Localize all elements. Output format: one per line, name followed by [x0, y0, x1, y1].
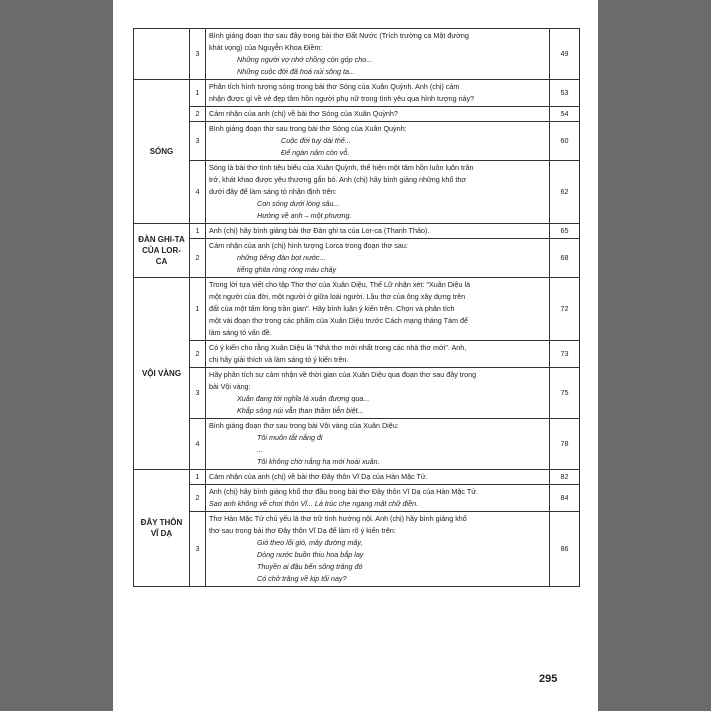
page-reference: 53	[550, 80, 580, 107]
prompt-line: Có ý kiến cho rằng Xuân Diệu là "Nhà thơ mới nhất trong các nhà thơ mới". Anh,	[209, 343, 467, 352]
prompt-line: khát vọng) của Nguyễn Khoa Điềm:	[209, 43, 323, 52]
quote-line: ...	[257, 445, 263, 454]
question-number: 3	[190, 512, 206, 587]
quote-line: Tôi muốn tắt nắng đi	[257, 433, 323, 442]
section-title: ĐÀN GHI-TA CỦA LOR-CA	[134, 224, 190, 278]
table-row	[134, 419, 580, 470]
quote-line: Những người vợ nhớ chồng còn góp cho...	[237, 55, 373, 64]
page-reference: 84	[550, 485, 580, 512]
quote-line: Có chở trăng về kịp tối nay?	[257, 574, 347, 583]
quote-line: Xuân đang tới nghĩa là xuân đương qua...	[237, 394, 370, 403]
section-title: SÓNG	[134, 80, 190, 224]
question-text	[206, 239, 550, 278]
question-number: 3	[190, 29, 206, 80]
left-background	[0, 0, 113, 711]
question-number: 1	[190, 278, 206, 341]
table-row	[134, 485, 580, 512]
quote-line: Gió theo lối gió, mây đường mây,	[257, 538, 363, 547]
page-reference: 49	[550, 29, 580, 80]
page-reference: 82	[550, 470, 580, 485]
quote-line: Thuyền ai đậu bến sông trăng đó	[257, 562, 363, 571]
section-title: ĐÂY THÔN VĨ DẠ	[134, 470, 190, 587]
question-text	[206, 161, 550, 224]
quote-line: Để ngàn năm còn vỗ.	[281, 148, 350, 157]
table-row	[134, 29, 580, 80]
question-text	[206, 224, 550, 239]
quote-line: Khắp sông núi vẫn than thầm tiễn biệt...	[237, 406, 364, 415]
quote-line: Dòng nước buồn thiu hoa bắp lay	[257, 550, 364, 559]
quote-line: những tiếng đàn bọt nước...	[237, 253, 326, 262]
page-number: 295	[539, 673, 558, 685]
table-row	[134, 107, 580, 122]
quote-line: Tôi không chờ nắng hạ mới hoài xuân.	[257, 457, 380, 466]
quote-line: Sao anh không về chơi thôn Vĩ... Lá trúc che ngang mặt chữ điền.	[209, 499, 419, 508]
page-reference: 62	[550, 161, 580, 224]
question-text	[206, 485, 550, 512]
prompt-line: dưới đây để làm sáng tỏ nhận định trên:	[209, 187, 337, 196]
question-number: 2	[190, 485, 206, 512]
table-row	[134, 512, 580, 587]
page-reference: 68	[550, 239, 580, 278]
prompt-line: Phân tích hình tượng sóng trong bài thơ Sóng của Xuân Quỳnh. Anh (chị) cảm	[209, 82, 460, 91]
table-row	[134, 161, 580, 224]
question-number: 3	[190, 122, 206, 161]
prompt-line: làm sáng tỏ vấn đề.	[209, 328, 272, 337]
prompt-line: thơ sau trong bài thơ Đây thôn Vĩ Dạ để làm rõ ý kiến trên:	[209, 526, 396, 535]
quote-line: Con sóng dưới lòng sâu...	[257, 199, 340, 208]
question-text	[206, 419, 550, 470]
table-row	[134, 224, 580, 239]
table-row	[134, 239, 580, 278]
page-reference: 72	[550, 278, 580, 341]
question-text	[206, 29, 550, 80]
question-text	[206, 278, 550, 341]
contents-table	[133, 28, 580, 587]
prompt-line: Bình giảng đoạn thơ sau trong bài Vội vàng của Xuân Diệu:	[209, 421, 399, 430]
table-row	[134, 80, 580, 107]
question-number: 2	[190, 341, 206, 368]
page-reference: 75	[550, 368, 580, 419]
section-title: VỘI VÀNG	[134, 278, 190, 470]
prompt-line: Anh (chị) hãy bình giảng bài thơ Đàn ghi ta của Lor-ca (Thanh Thảo).	[209, 226, 430, 235]
question-number: 4	[190, 161, 206, 224]
table-row	[134, 368, 580, 419]
page-reference: 78	[550, 419, 580, 470]
right-background	[598, 0, 711, 711]
question-number: 1	[190, 470, 206, 485]
prompt-line: Cảm nhận của anh (chị) về bài thơ Sóng của Xuân Quỳnh?	[209, 109, 398, 118]
prompt-line: Cảm nhận của anh (chị) về bài thơ Đây thôn Vĩ Dạ của Hàn Mặc Tử.	[209, 472, 428, 481]
question-number: 3	[190, 368, 206, 419]
contents-table-body	[134, 29, 580, 587]
prompt-line: Trong lời tựa viết cho tập Thơ thơ của Xuân Diệu, Thế Lữ nhận xét: "Xuân Diệu là	[209, 280, 471, 289]
question-text	[206, 341, 550, 368]
quote-line: Cuộc đời tuy dài thế...	[281, 136, 351, 145]
prompt-line: Bình giảng đoạn thơ sau đây trong bài thơ Đất Nước (Trích trường ca Mặt đường	[209, 31, 469, 40]
page-reference: 86	[550, 512, 580, 587]
page-reference: 65	[550, 224, 580, 239]
quote-line: Những cuộc đời đã hoá núi sông ta...	[237, 67, 355, 76]
prompt-line: đất của một tấm lòng trần gian". Hãy bình luận ý kiến trên. Chọn và phân tích	[209, 304, 455, 313]
prompt-line: nhận được gì về vẻ đẹp tâm hồn người phụ nữ trong tình yêu qua hình tượng này?	[209, 94, 475, 103]
quote-line: Hướng về anh – một phương.	[257, 211, 352, 220]
question-text	[206, 107, 550, 122]
page-reference: 73	[550, 341, 580, 368]
prompt-line: Anh (chị) hãy bình giảng khổ thơ đầu trong bài thơ Đây thôn Vĩ Dạ của Hàn Mặc Tử.	[209, 487, 479, 496]
prompt-line: trở, khát khao được yêu thương gắn bó. Anh (chị) hãy bình giảng những khổ thơ	[209, 175, 467, 184]
table-row	[134, 341, 580, 368]
prompt-line: Thơ Hàn Mặc Tử chủ yếu là thơ trữ tình hướng nội. Anh (chị) hãy bình giảng khổ	[209, 514, 467, 523]
question-text	[206, 122, 550, 161]
prompt-line: một vài đoạn thơ trong các phẩm của Xuân Diệu trước Cách mạng tháng Tám để	[209, 316, 469, 325]
prompt-line: một người của đời, một người ở giữa loài người. Lầu thơ của ông xây dựng trên	[209, 292, 466, 301]
book-page	[113, 0, 598, 711]
question-text	[206, 470, 550, 485]
prompt-line: bài Vội vàng:	[209, 382, 251, 391]
question-text	[206, 368, 550, 419]
prompt-line: Cảm nhận của anh (chị) hình tượng Lorca trong đoạn thơ sau:	[209, 241, 408, 250]
question-number: 1	[190, 224, 206, 239]
section-title	[134, 29, 190, 80]
table-row	[134, 470, 580, 485]
page-reference: 54	[550, 107, 580, 122]
page-reference: 60	[550, 122, 580, 161]
question-number: 2	[190, 239, 206, 278]
prompt-line: Hãy phân tích sự cảm nhận về thời gian của Xuân Diệu qua đoạn thơ sau đây trong	[209, 370, 477, 379]
question-number: 2	[190, 107, 206, 122]
table-row	[134, 278, 580, 341]
prompt-line: chị hãy giải thích và làm sáng tỏ ý kiến trên.	[209, 355, 349, 364]
question-number: 1	[190, 80, 206, 107]
question-number: 4	[190, 419, 206, 470]
prompt-line: Sóng là bài thơ tình tiêu biểu của Xuân Quỳnh, thể hiện một tâm hồn luôn luôn trăn	[209, 163, 474, 172]
prompt-line: Bình giảng đoạn thơ sau trong bài thơ Sóng của Xuân Quỳnh:	[209, 124, 407, 133]
question-text	[206, 512, 550, 587]
question-text	[206, 80, 550, 107]
table-row	[134, 122, 580, 161]
quote-line: tiếng ghita ròng ròng máu chảy	[237, 265, 337, 274]
